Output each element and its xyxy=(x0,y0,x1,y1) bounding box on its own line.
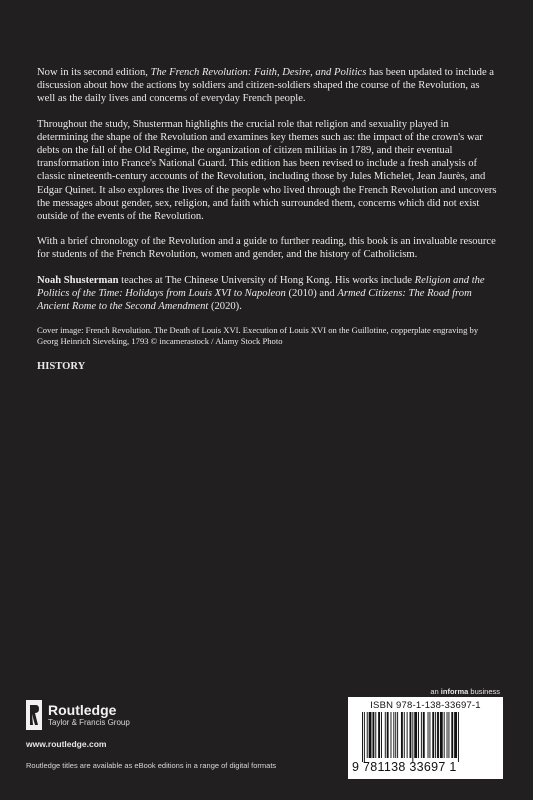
author-name: Noah Shusterman xyxy=(37,274,119,286)
isbn-label: ISBN 978-1-138-33697-1 xyxy=(370,700,481,711)
routledge-logo-icon xyxy=(26,700,42,730)
barcode-icon xyxy=(362,712,490,762)
book-title: The French Revolution: Faith, Desire, and Politics xyxy=(150,67,367,78)
ebook-availability-note: Routledge titles are available as eBook editions in a range of digital formats xyxy=(26,761,277,770)
barcode-digits: 9 781138 33697 1 xyxy=(352,760,457,774)
author-bio: Noah Shusterman teaches at The Chinese University of Hong Kong. His works include Religion and the Politics of the Time: Holidays from Louis XVI to Napoleon (2010) and Armed Citizens: The Road from Ancient Rome to the Second Amendment (2020). xyxy=(37,274,485,313)
publisher-group: Taylor & Francis Group xyxy=(48,717,130,727)
publisher-logo xyxy=(26,700,326,730)
blurb-paragraph-1: Now in its second edition, The French Revolution: Faith, Desire, and Politics has been updated to include a discussion about how the actions by soldiers and citizen-soldiers shaped the course of the Revolution, as well as the daily lives and concerns of everyday French people. xyxy=(37,67,495,105)
blurb-paragraph-3: With a brief chronology of the Revolution and a guide to further reading, this book is an invaluable resource for students of the French Revolution, women and gender, and the history of Catholicism. xyxy=(37,236,496,261)
back-cover-blurb xyxy=(37,66,499,373)
blurb-paragraph-2: Throughout the study, Shusterman highlights the crucial role that religion and sexuality played in determining the shape of the Revolution and examines key themes such as: the impact of the crown's war debts on the fall of the Old Regime, the organization of citizen militias in 1789, and their eventual transformation into France's National Guard. This edition has been revised to include a fresh analysis of classic nineteenth-century accounts of the Revolution, including those by Jules Michelet, Jean Jaurès, and Edgar Quinet. It also explores the lives of the people who lived through the French Revolution and uncovers the messages about gender, sex, religion, and faith which surrounded them, concerns which did not exist outside of the events of the Revolution. xyxy=(37,118,497,223)
publisher-website[interactable]: www.routledge.com xyxy=(26,739,107,749)
author-work-1: Religion and the Politics of the Time: Holidays from Louis XVI to Napoleon xyxy=(37,274,485,299)
informa-business-label: an informa business xyxy=(430,687,500,696)
publisher-name: Routledge xyxy=(48,701,117,718)
author-work-2: Armed Citizens: The Road from Ancient Rome to the Second Amendment xyxy=(37,287,472,313)
cover-image-credit: Cover image: French Revolution. The Death of Louis XVI. Execution of Louis XVI on the Guillotine, copperplate engraving by Georg Heinrich Sieveking, 1793 © incamerastock / Alamy Stock Photo xyxy=(37,325,479,347)
subject-category: HISTORY xyxy=(37,360,86,372)
isbn-barcode xyxy=(348,697,503,779)
